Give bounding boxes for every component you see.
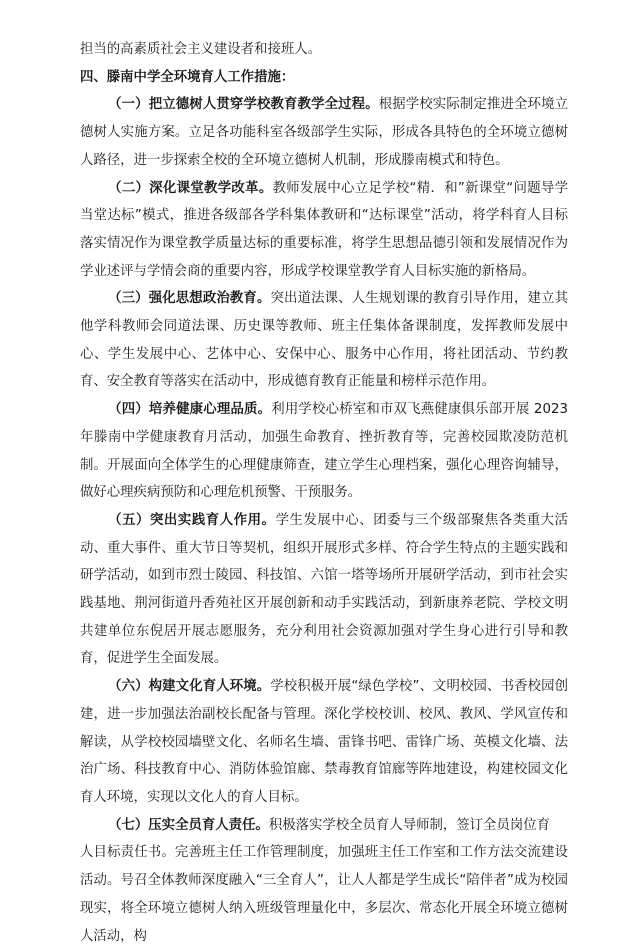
measure-7-body-first-line: 积极落实学校全员育人导师制，签订全员岗位育: [268, 817, 551, 833]
measure-4-title: （四）培养健康心理品质。: [108, 402, 272, 418]
measure-6-paragraph: [80, 673, 568, 812]
measure-2-paragraph: [80, 175, 568, 286]
measure-7-title: （七）压实全员育人责任。: [108, 817, 269, 833]
measure-1-title: （一）把立德树人贯穿学校教育教学全过程。: [108, 97, 379, 113]
measure-4-body: 利用学校心桥室和市双飞燕健康俱乐部开展 2023 年滕南中学健康教育月活动，加强生命教育、挫折教育等，完善校园欺凌防范机制。开展面向全体学生的心理健康筛查，建立学生心理档案，强化心理咨询辅导，做好心理疾病预防和心理危机预警、干预服务。: [80, 402, 569, 501]
section-heading: 四、滕南中学全环境育人工作措施：: [80, 69, 295, 85]
measure-6-title: （六）构建文化育人环境。: [108, 679, 271, 695]
measure-7-first-line: [80, 812, 568, 840]
document-page: [80, 36, 568, 950]
measure-1-paragraph: [80, 91, 568, 174]
measure-2-body: 教师发展中心立足学校“精．和”新课堂“问题导学 当堂达标”模式，推进各级部各学科集体教研和“达标课堂”活动，将学科育人目标落实情况作为课堂教学质量达标的重要标准，将学生思想品德引领和发展情况作为学业述评与学情会商的重要内容，形成学校课堂教学育人目标实施的新格局。: [80, 180, 569, 279]
measure-3-paragraph: [80, 285, 568, 396]
measure-2-title: （二）深化课堂教学改革。: [108, 180, 273, 196]
measure-5-title: （五）突出实践育人作用。: [108, 512, 276, 528]
measure-3-title: （三）强化思想政治教育。: [108, 291, 271, 307]
measure-5-body: 学生发展中心、团委与三个级部聚焦各类重大活动、重大事件、重大节日等契机，组织开展形式多样、符合学生特点的主题实践和研学活动，如到市烈士陵园、科技馆、六馆一塔等场所开展研学活动，到市社会实践基地、荆河街道丹香苑社区开展创新和动手实践活动，到新康养老院、学校文明共建单位东倪居开展志愿服务，充分利用社会资源加强对学生身心进行引导和教育，促进学生全面发展。: [80, 512, 569, 667]
measure-6-body: 学校积极开展“绿色学校”、文明校园、书香校园创建，进一步加强法治副校长配备与管理。深化学校校训、校风、教风、学风宣传和解读，从学校校园墙壁文化、名师名生墙、雷锋书吧、雷锋广场、英模文化墙、法治广场、科技教育中心、消防体验馆廊、禁毒教育馆廊等阵地建设，构建校园文化育人环境，实现以文化人的育人目标。: [80, 679, 569, 805]
intro-tail-paragraph: 担当的高素质社会主义建设者和接班人。: [80, 42, 322, 57]
measure-4-paragraph: [80, 396, 568, 507]
measure-7-body: 人目标责任书。完善班主任工作管理制度，加强班主任工作室和工作方法交流建设活动。号召全体教师深度融入“三全育人”，让人人都是学生成长“陪伴者”成为校园现实，将全环境立德树人纳入班级管理量化中，多层次、常态化开展全环境立德树人活动，构: [80, 845, 568, 944]
measure-5-paragraph: [80, 507, 568, 673]
measure-3-body: 突出道法课、人生规划课的教育引导作用，建立其他学科教师会同道法课、历史课等教师、班主任集体备课制度，发挥教师发展中心、学生发展中心、艺体中心、安保中心、服务中心作用，将社团活动、节约教育、安全教育等落实在活动中，形成德育教育正能量和榜样示范作用。: [80, 291, 568, 390]
measure-1-body: 根据学校实际制定推进全环境立德树人实施方案。立足各功能科室各级部学生实际，形成各具特色的全环境立德树人路径，进一步探索全校的全环境立德树人机制，形成滕南模式和特色。: [80, 97, 569, 168]
